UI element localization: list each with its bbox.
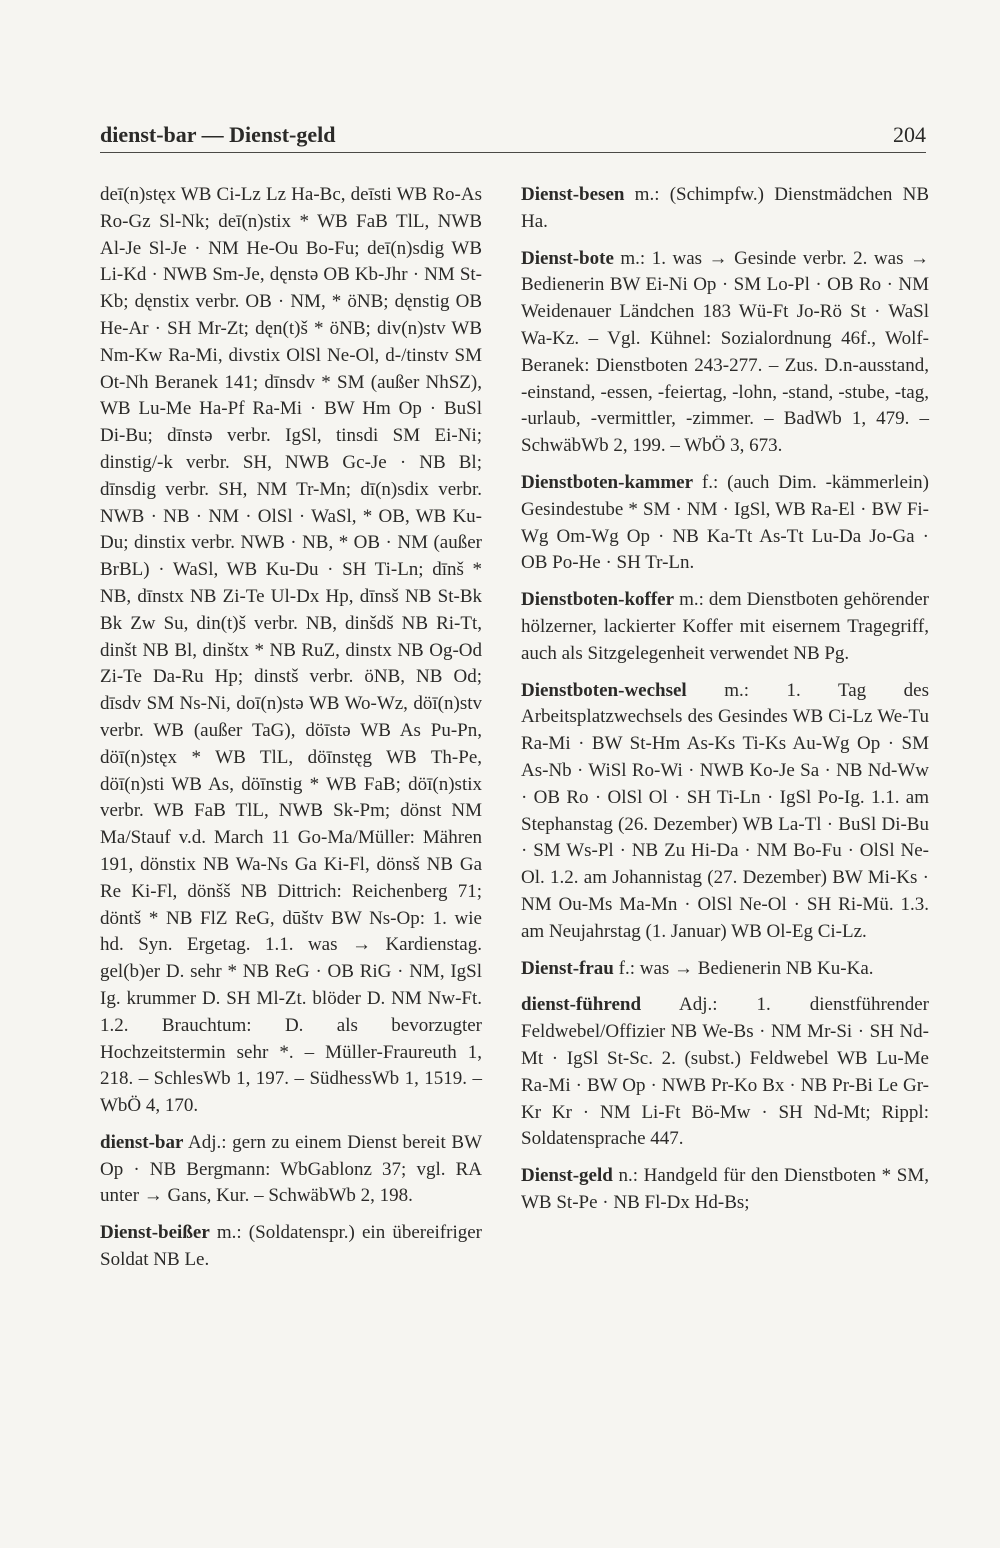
entry-lemma: Dienst-geld: [521, 1165, 613, 1187]
dictionary-entry: [521, 678, 929, 946]
entry-lemma: Dienst-besen: [521, 184, 625, 205]
dictionary-entry: [521, 587, 929, 667]
entry-text: Adj.: gern zu einem Dienst bereit BW Op · NB Bergmann: WbGablonz 37; vgl. RA unter → Gans, Kur. – SchwäbWb 2, 198.: [100, 1131, 482, 1207]
entry-lemma: Dienstboten-koffer: [521, 589, 675, 611]
entry-lemma: dienst-bar: [100, 1131, 184, 1153]
dictionary-entry: [521, 956, 929, 983]
entry-text: f.: was → Bedienerin NB Ku-Ka.: [613, 957, 874, 979]
entry-text: deī(n)stęx WB Ci-Lz Lz Ha-Bc, deīsti WB Ro-As Ro-Gz Sl-Nk; deī(n)stix * WB FaB TlL, NWB Al-Je Sl-Je · NM He-Ou Bo-Fu; deī(n)sdig WB Li-Kd · NWB Sm-Je, dęnstə OB Kb-Jhr · NM St-Kb; dęnstix verbr. OB · NM, * öNB; dęnstig OB He-Ar · SH Mr-Zt; dęn(t)š * öNB; div(n)stv WB Nm-Kw Ra-Mi, divstix OlSl Ne-Ol, d-/tinstv SM Ot-Nh Beranek 141; dīnsdv * SM (außer NhSZ), WB Lu-Me Ha-Pf Ra-Mi · BW Hm Op · BuSl Di-Bu; dīnstə verbr. IgSl, tinsdi SM Ei-Ni; dinstig/-k verbr. SH, NWB Gc-Je · NB Bl; dīnsdig verbr. SH, NM Tr-Mn; dī(n)sdix verbr. NWB · NB · NM · OlSl · WaSl, * OB, WB Ku-Du; dinstix verbr. NWB · NB, * OB · NM (außer BrBL) · WaSl, WB Ku-Du · SH Ti-Ln; dīnš * NB, dīnstx NB Zi-Te Ul-Dx Hp, dīnsš NB St-Bk Bk Zw Su, din(t)š verbr. NB, dinšdš NB Ri-Tt, dinšt NB Bl, dinštx * NB RuZ, dinstx NB Og-Od Zi-Te Da-Ru Hp; dinstš verbr. öNB, NB Od; dīsdv SM Ns-Ni, doī(n)stə WB Wo-Wz, döī(n)stv verbr. WB (außer TaG), döīstə WB As Pu-Pn, döī(n)stęx * WB TlL, döīnstęg WB Th-Pe, döī(n)sti WB As, döīnstig * WB FaB; döī(n)stix verbr. WB FaB TlL, NWB Sk-Pm; dönst NM Ma/Stauf v.d. March 11 Go-Ma/Müller: Mähren 191, dönstix NB Wa-Ns Ga Ki-Fl, dönsš NB Ga Re Ki-Fl, dönšš NB Dittrich: Reichenberg 71; döntš * NB FlZ ReG, dūštv BW Ns-Op: 1. wie hd. Syn. Ergetag. 1.1. was → Kardienstag. gel(b)er D. sehr * NB ReG · OB RiG · NM, IgSl Ig. krummer D. SH Ml-Zt. blöder D. NM Nw-Ft. 1.2. Brauchtum: D. als bevorzugter Hochzeitstermin sehr *. – Müller-Fraureuth 1, 218. – SchlesWb 1, 197. – SüdhessWb 1, 1519. – WbÖ 4, 170.: [100, 184, 482, 1117]
page-number: 204: [893, 122, 926, 147]
entry-lemma: Dienstboten-wechsel: [521, 679, 687, 701]
running-header: [100, 120, 926, 153]
entry-text: m.: dem Dienstboten gehörender hölzerner, lackierter Koffer mit eisernem Tragegriff, auch als Sitzgelegenheit verwendet NB Pg.: [521, 589, 929, 664]
dictionary-entry: [100, 1220, 482, 1274]
entry-lemma: Dienst-bote: [521, 247, 614, 269]
running-title: dienst-bar — Dienst-geld: [100, 122, 336, 147]
entry-text: m.: 1. was → Gesinde verbr. 2. was → Bedienerin BW Ei-Ni Op · SM Lo-Pl · OB Ro · NM Weidenauer Ländchen 183 Wü-Ft Jo-Rö St · WaSl Wa-Kz. – Vgl. Kühnel: Sozialordnung 46f., Wolf-Beranek: Dienstboten 243-277. – Zus. D.n-ausstand, -einstand, -essen, -feiertag, -lohn, -stand, -stube, -tag, -urlaub, -vermittler, -zimmer. – BadWb 1, 479. – SchwäbWb 2, 199. – WbÖ 3, 673.: [521, 247, 929, 457]
left-column: [100, 182, 482, 1284]
dictionary-entry: [521, 992, 929, 1153]
dictionary-entry: [521, 182, 929, 236]
entry-text: f.: (auch Dim. -kämmerlein) Gesindestube * SM · NM · IgSl, WB Ra-El · BW Fi-Wg Om-Wg Op · NB Ka-Tt As-Tt Lu-Da Jo-Ga · OB Po-He · SH Tr-Ln.: [521, 471, 929, 574]
entry-lemma: Dienst-frau: [521, 957, 614, 979]
entry-text: Adj.: 1. dienstführender Feldwebel/Offizier NB We-Bs · NM Mr-Si · SH Nd-Mt · IgSl St-Sc. 2. (subst.) Feldwebel WB Lu-Me Ra-Mi · BW Op · NWB Pr-Ko Bx · NB Pr-Bi Le Gr-Kr Kr · NM Li-Ft Bö-Mw · SH Nd-Mt; Rippl: Soldatensprache 447.: [521, 994, 929, 1150]
entry-lemma: Dienst-beißer: [100, 1222, 210, 1244]
dictionary-entry: [521, 246, 929, 460]
entry-lemma: dienst-führend: [521, 994, 642, 1016]
entry-text: m.: 1. Tag des Arbeitsplatzwechsels des Gesindes WB Ci-Lz We-Tu Ra-Mi · BW St-Hm As-Ks Ti-Ks Au-Wg Op · SM As-Nb · WiSl Ro-Wi · NWB Ko-Je Sa · NB Nd-Ww · OB Ro · OlSl Ol · SH Ti-Ln · IgSl Po-Ig. 1.1. am Stephanstag (26. Dezember) WB La-Tl · BuSl Di-Bu · SM Ws-Pl · NB Zu Hi-Da · NM Bo-Fu · OlSl Ne-Ol. 1.2. am Johannistag (27. Dezember) BW Mi-Ks · NM Ou-Ms Ma-Mn · OlSl Ne-Ol · SH Ri-Mü. 1.3. am Neujahrstag (1. Januar) WB Ol-Eg Ci-Lz.: [521, 679, 929, 942]
entry-lemma: Dienstboten-kammer: [521, 471, 694, 493]
dictionary-entry: [100, 1130, 482, 1210]
dictionary-entry: [100, 182, 482, 1120]
dictionary-entry: [521, 470, 929, 577]
entry-text: m.: (Schimpfw.) Dienstmädchen NB Ha.: [521, 184, 929, 232]
entry-text: n.: Handgeld für den Dienstboten * SM, WB St-Pe · NB Fl-Dx Hd-Bs;: [521, 1165, 929, 1213]
right-column: [521, 182, 929, 1227]
dictionary-entry: [521, 1163, 929, 1217]
entry-text: m.: (Soldatenspr.) ein übereifriger Soldat NB Le.: [100, 1222, 482, 1271]
